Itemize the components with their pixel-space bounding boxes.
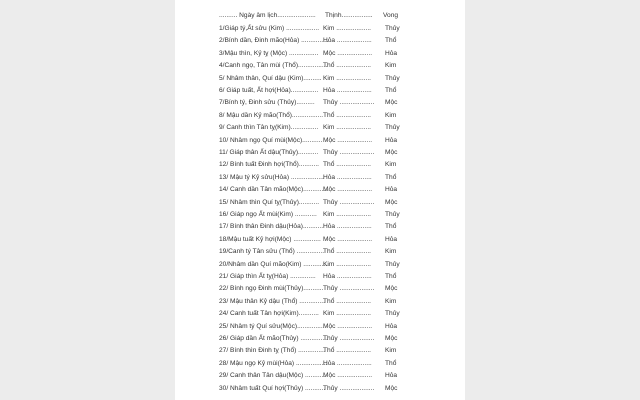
row-vong-value: Mộc	[385, 149, 398, 156]
row-vong-value: Thủy	[385, 74, 400, 82]
row-day-label: 10/ Nhâm ngọ Quí mùi(Mộc)...........	[219, 136, 323, 144]
row-vong-value: Mộc	[385, 198, 398, 206]
header-vong: Vong	[383, 12, 399, 19]
row-vong-value: Hỏa	[385, 186, 398, 194]
row-day-label: 12/ Bính tuất Đinh hợi(Thổ)...........	[219, 161, 319, 169]
list-item	[175, 35, 465, 47]
row-vong-value: Mộc	[385, 285, 398, 293]
row-thinh-value: Mộc ...................	[323, 372, 373, 380]
row-day-label: 18/Mậu tuất Kỷ hợi(Mộc) ...............	[219, 235, 321, 243]
row-thinh-value: Hỏa ...................	[323, 359, 372, 367]
row-day-label: 23/ Mậu thân Kỷ dậu (Thổ) ..............	[219, 297, 325, 305]
row-vong-value: Kim	[385, 297, 397, 305]
row-day-label: 2/Bính dần, Đinh mão(Hỏa) ...............	[219, 37, 329, 45]
row-thinh-value: Kim ...................	[323, 211, 371, 218]
list-item	[175, 73, 465, 85]
row-thinh-value: Hỏa ...................	[323, 173, 372, 181]
list-item	[175, 122, 465, 134]
list-item	[175, 110, 465, 122]
row-day-label: 28/ Mậu ngọ Kỷ mùi(Hỏa) .................	[219, 359, 328, 367]
row-vong-value: Thủy	[385, 260, 400, 268]
list-item	[175, 296, 465, 308]
row-day-label: 27/ Bính thìn Đinh tỵ (Thổ) ...............	[219, 347, 326, 355]
row-day-label: 9/ Canh thìn Tân tỵ(Kim)...............	[219, 124, 319, 132]
row-day-label: 21/ Giáp thìn Ất tỵ(Hỏa) ..............	[219, 273, 316, 280]
list-item	[175, 172, 465, 184]
row-thinh-value: Mộc ...................	[323, 235, 373, 243]
list-item	[175, 383, 465, 395]
list-item	[175, 271, 465, 283]
row-day-label: 7/Bính tý, Đinh sửu (Thủy)..........	[219, 99, 315, 107]
list-item	[175, 358, 465, 370]
list-item	[175, 209, 465, 221]
row-vong-value: Kim	[385, 111, 397, 119]
row-thinh-value: Thủy ...................	[323, 285, 375, 293]
row-vong-value: Kim	[385, 347, 397, 355]
list-item	[175, 333, 465, 345]
row-vong-value: Thủy	[385, 310, 400, 318]
row-thinh-value: Mộc ...................	[323, 49, 373, 57]
list-item	[175, 370, 465, 382]
row-thinh-value: Kim ...................	[323, 124, 371, 132]
list-item	[175, 246, 465, 258]
row-day-label: 11/ Giáp thân Ất dậu(Thủy)...........	[219, 149, 319, 156]
row-day-label: 29/ Canh thân Tân dậu(Mộc) ...........	[219, 372, 326, 380]
row-thinh-value: Thổ ...................	[323, 248, 372, 256]
list-item	[175, 23, 465, 35]
row-thinh-value: Hỏa ...................	[323, 87, 372, 94]
row-day-label: 1/Giáp tý,Ất sửu (Kim) ..................	[219, 25, 320, 32]
row-thinh-value: Thổ ...................	[323, 111, 372, 119]
row-thinh-value: Kim ...................	[323, 25, 371, 32]
row-vong-value: Thổ	[385, 37, 397, 45]
list-item	[175, 259, 465, 271]
row-thinh-value: Mộc ...................	[323, 322, 373, 330]
row-vong-value: Thủy	[385, 211, 400, 218]
list-item	[175, 135, 465, 147]
row-vong-value: Thủy	[385, 25, 400, 32]
row-vong-value: Hỏa	[385, 235, 398, 243]
row-vong-value: Hỏa	[385, 372, 398, 380]
row-thinh-value: Mộc ...................	[323, 186, 373, 194]
row-day-label: 5/ Nhâm thân, Quí dậu (Kim)..........	[219, 74, 322, 82]
row-vong-value: Hỏa	[385, 322, 398, 330]
row-day-label: 16/ Giáp ngọ Ất mùi(Kim) ............	[219, 211, 317, 218]
header-thinh: Thịnh.................	[325, 12, 373, 19]
table-header	[175, 10, 465, 22]
list-item	[175, 345, 465, 357]
list-item	[175, 48, 465, 60]
row-day-label: 30/ Nhâm tuất Quí hợi(Thủy) ...........	[219, 384, 326, 392]
list-item	[175, 197, 465, 209]
row-thinh-value: Hỏa ...................	[323, 223, 372, 231]
row-day-label: 17/ Bính thân Đinh dậu(Hỏa)...........	[219, 223, 324, 231]
row-thinh-value: Kim ...................	[323, 74, 371, 82]
row-day-label: 24/ Canh tuất Tân hợi(Kim)...........	[219, 310, 319, 318]
row-thinh-value: Thủy ...................	[323, 384, 375, 392]
list-item	[175, 159, 465, 171]
row-vong-value: Thổ	[385, 87, 397, 94]
row-day-label: 25/ Nhâm tý Quí sửu(Mộc)...............	[219, 322, 325, 330]
row-day-label: 26/ Giáp dần Ất mão(Thủy) ...............	[219, 335, 328, 342]
row-vong-value: Hỏa	[385, 49, 398, 57]
document-page	[175, 0, 465, 400]
row-thinh-value: Hỏa ...................	[323, 273, 372, 280]
row-thinh-value: Kim ...................	[323, 260, 371, 268]
row-thinh-value: Mộc ...................	[323, 136, 373, 144]
row-vong-value: Hỏa	[385, 136, 398, 144]
row-thinh-value: Hỏa ...................	[323, 37, 372, 45]
row-thinh-value: Thủy ...................	[323, 149, 375, 156]
list-item	[175, 85, 465, 97]
row-thinh-value: Thổ ...................	[323, 62, 372, 70]
row-day-label: 8/ Mậu dần Kỷ mão(Thổ).................	[219, 111, 324, 119]
row-vong-value: Thổ	[385, 173, 397, 181]
row-thinh-value: Thủy ...................	[323, 99, 375, 107]
row-vong-value: Kim	[385, 161, 397, 169]
row-thinh-value: Thổ ...................	[323, 347, 372, 355]
row-day-label: 14/ Canh dần Tân mão(Mộc)..............	[219, 186, 329, 194]
list-item	[175, 283, 465, 295]
list-item	[175, 321, 465, 333]
row-vong-value: Kim	[385, 248, 397, 256]
row-day-label: 15/ Nhâm thìn Quí tỵ(Thủy)...........	[219, 198, 320, 206]
row-thinh-value: Thủy ...................	[323, 198, 375, 206]
list-item	[175, 147, 465, 159]
list-item	[175, 60, 465, 72]
row-thinh-value: Thủy ...................	[323, 335, 375, 342]
row-day-label: 6/ Giáp tuất, Ất hợi(Hỏa)...............	[219, 87, 319, 94]
row-day-label: 19/Canh tý Tân sửu (Thổ) ...............	[219, 248, 325, 256]
list-item	[175, 308, 465, 320]
row-vong-value: Mộc	[385, 335, 398, 342]
row-vong-value: Thổ	[385, 359, 397, 367]
row-thinh-value: Kim ...................	[323, 310, 371, 318]
list-item	[175, 221, 465, 233]
row-day-label: 13/ Mậu tý Kỷ sửu(Hỏa) ..................	[219, 173, 324, 181]
list-item	[175, 97, 465, 109]
row-vong-value: Thổ	[385, 223, 397, 231]
row-vong-value: Thủy	[385, 124, 400, 132]
row-day-label: 20/Nhâm dần Quí mão(Kim) ..............	[219, 260, 329, 268]
list-item	[175, 184, 465, 196]
row-vong-value: Kim	[385, 62, 397, 70]
list-item	[175, 234, 465, 246]
row-vong-value: Mộc	[385, 99, 398, 107]
row-day-label: 3/Mậu thìn, Kỷ tỵ (Mộc) ................	[219, 49, 319, 57]
row-vong-value: Mộc	[385, 384, 398, 392]
row-day-label: 22/ Bính ngọ Đinh mùi(Thủy)...........	[219, 285, 324, 293]
header-lunar-day: .......... Ngày âm lịch.....................	[219, 12, 316, 19]
row-thinh-value: Thổ ...................	[323, 297, 372, 305]
row-thinh-value: Thổ ...................	[323, 161, 372, 169]
row-vong-value: Thổ	[385, 273, 397, 280]
row-day-label: 4/Canh ngọ, Tân mùi (Thổ)................	[219, 62, 328, 70]
